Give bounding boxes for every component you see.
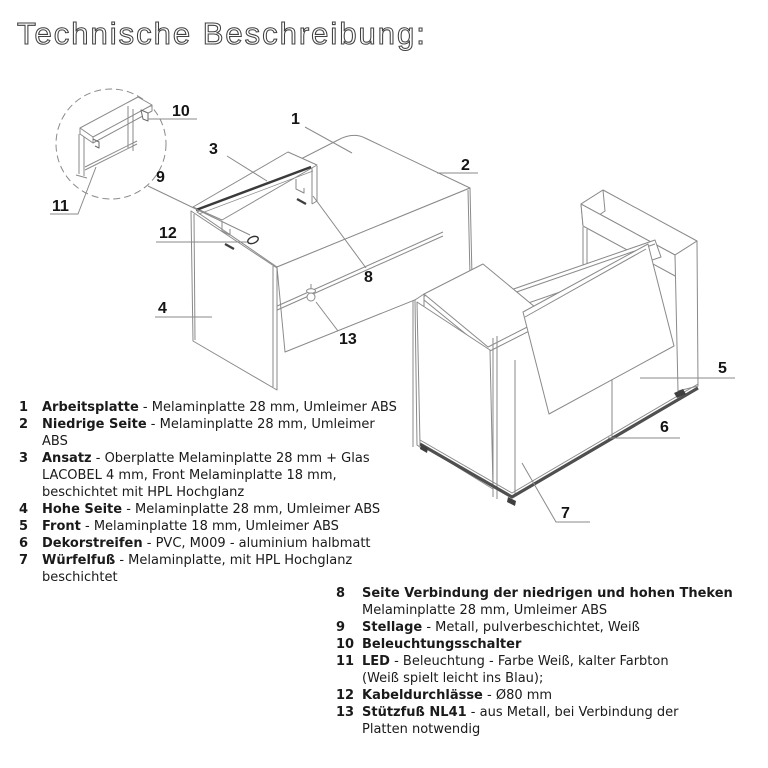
legend-item-2: 2 Niedrige Seite - Melaminplatte 28 mm, Umleimer ABS: [19, 417, 375, 449]
legend-right-column: [336, 585, 766, 738]
callout-8: 8: [364, 269, 373, 286]
legend-item-9: 9 Stellage - Metall, pulverbeschichtet, Weiß: [336, 620, 640, 635]
callout-9: 9: [156, 169, 165, 186]
led-rail: [85, 141, 137, 170]
callout-13: 13: [339, 331, 357, 348]
callout-10: 10: [172, 103, 190, 120]
stellage-table: [76, 97, 152, 178]
callout-1: 1: [291, 111, 300, 128]
legend-item-1: 1 Arbeitsplatte - Melaminplatte 28 mm, Umleimer ABS: [19, 400, 397, 415]
callout-6: 6: [660, 419, 669, 436]
callout-2: 2: [461, 157, 470, 174]
page-title: Technische Beschreibung:: [17, 16, 427, 51]
light-switch-icon: [141, 110, 148, 121]
right-post: [675, 241, 698, 391]
callout-11: 11: [52, 198, 69, 215]
legend-item-10: 10 Beleuchtungsschalter: [336, 637, 522, 652]
legend-item-7: 7 Würfelfuß - Melaminplatte, mit HPL Hochglanz beschichtet: [19, 553, 353, 585]
stellage-left-leg: [76, 134, 87, 178]
legend-item-3: 3 Ansatz - Oberplatte Melaminplatte 28 mm + Glas LACOBEL 4 mm, Front Melaminplatte 18 mm, beschichtet mit HPL Hochglanz: [19, 451, 370, 500]
legend-item-5: 5 Front - Melaminplatte 18 mm, Umleimer ABS: [19, 519, 339, 534]
legend-item-6: 6 Dekorstreifen - PVC, M009 - aluminium halbmatt: [19, 536, 371, 551]
legend-item-8: 8 Seite Verbindung der niedrigen und hohen Theken Melaminplatte 28 mm, Umleimer ABS: [336, 586, 733, 618]
callout-5: 5: [718, 360, 727, 377]
callout-3: 3: [209, 141, 218, 158]
legend-item-4: 4 Hohe Seite - Melaminplatte 28 mm, Umleimer ABS: [19, 502, 381, 517]
legend-item-13: 13 Stützfuß NL41 - aus Metall, bei Verbindung der Platten notwendig: [336, 705, 679, 737]
callout-7: 7: [561, 505, 570, 522]
legend-item-11: 11 LED - Beleuchtung - Farbe Weiß, kalter Farbton (Weiß spielt leicht ins Blau);: [336, 654, 669, 686]
callout-12: 12: [159, 225, 177, 242]
legend-left-column: [19, 399, 401, 586]
callout-4: 4: [158, 300, 167, 317]
detail-circle-inset: [56, 89, 166, 199]
legend-item-12: 12 Kabeldurchlässe - Ø80 mm: [336, 688, 553, 703]
